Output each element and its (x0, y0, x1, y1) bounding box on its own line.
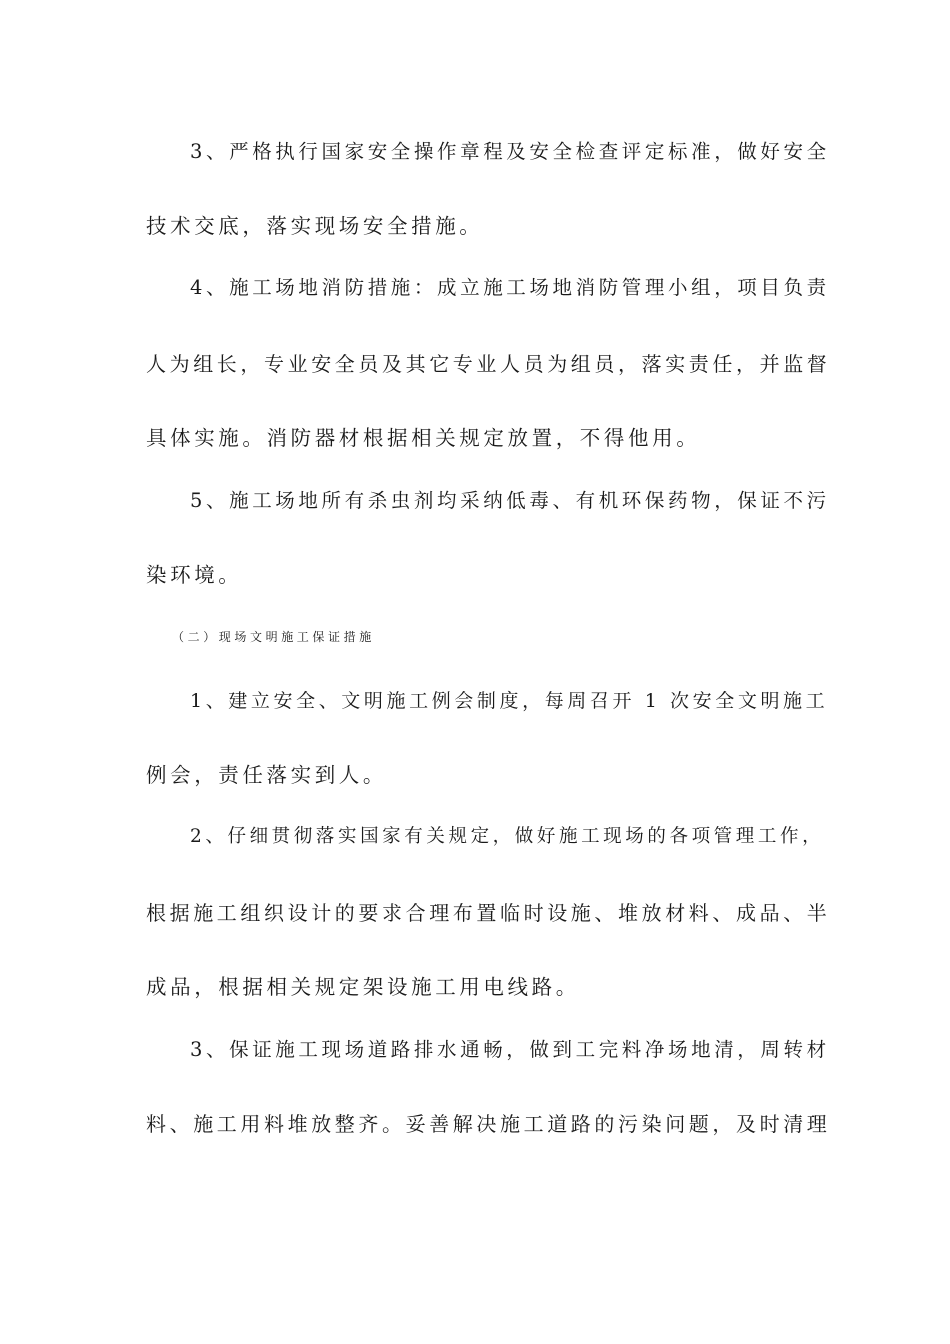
paragraph-b3-line-1: 3、保证施工现场道路排水通畅，做到工完料净场地清，周转材 (190, 1038, 830, 1061)
paragraph-b1-line-1: 1、建立安全、文明施工例会制度，每周召开 1 次安全文明施工 (190, 690, 829, 712)
paragraph-b3-line-2: 料、施工用料堆放整齐。妥善解决施工道路的污染问题，及时清理 (146, 1112, 831, 1136)
paragraph-3-line-1: 3、严格执行国家安全操作章程及安全检查评定标准，做好安全 (190, 140, 830, 163)
paragraph-4-line-1: 4、施工场地消防措施：成立施工场地消防管理小组，项目负责 (190, 276, 830, 299)
paragraph-b1-line-2: 例会，责任落实到人。 (146, 763, 387, 787)
section-heading: （二）现场文明施工保证措施 (172, 630, 375, 644)
paragraph-3-line-2: 技术交底，落实现场安全措施。 (146, 214, 484, 238)
paragraph-4-line-3: 具体实施。消防器材根据相关规定放置，不得他用。 (146, 426, 701, 450)
paragraph-b2-line-1: 2、仔细贯彻落实国家有关规定，做好施工现场的各项管理工作， (190, 826, 825, 847)
paragraph-5-line-2: 染环境。 (146, 563, 243, 587)
paragraph-4-line-2: 人为组长，专业安全员及其它专业人员为组员，落实责任，并监督 (146, 352, 831, 376)
paragraph-b2-line-2: 根据施工组织设计的要求合理布置临时设施、堆放材料、成品、半 (146, 901, 831, 925)
paragraph-5-line-1: 5、施工场地所有杀虫剂均采纳低毒、有机环保药物，保证不污 (190, 489, 830, 512)
paragraph-b2-line-3: 成品，根据相关规定架设施工用电线路。 (146, 975, 580, 999)
